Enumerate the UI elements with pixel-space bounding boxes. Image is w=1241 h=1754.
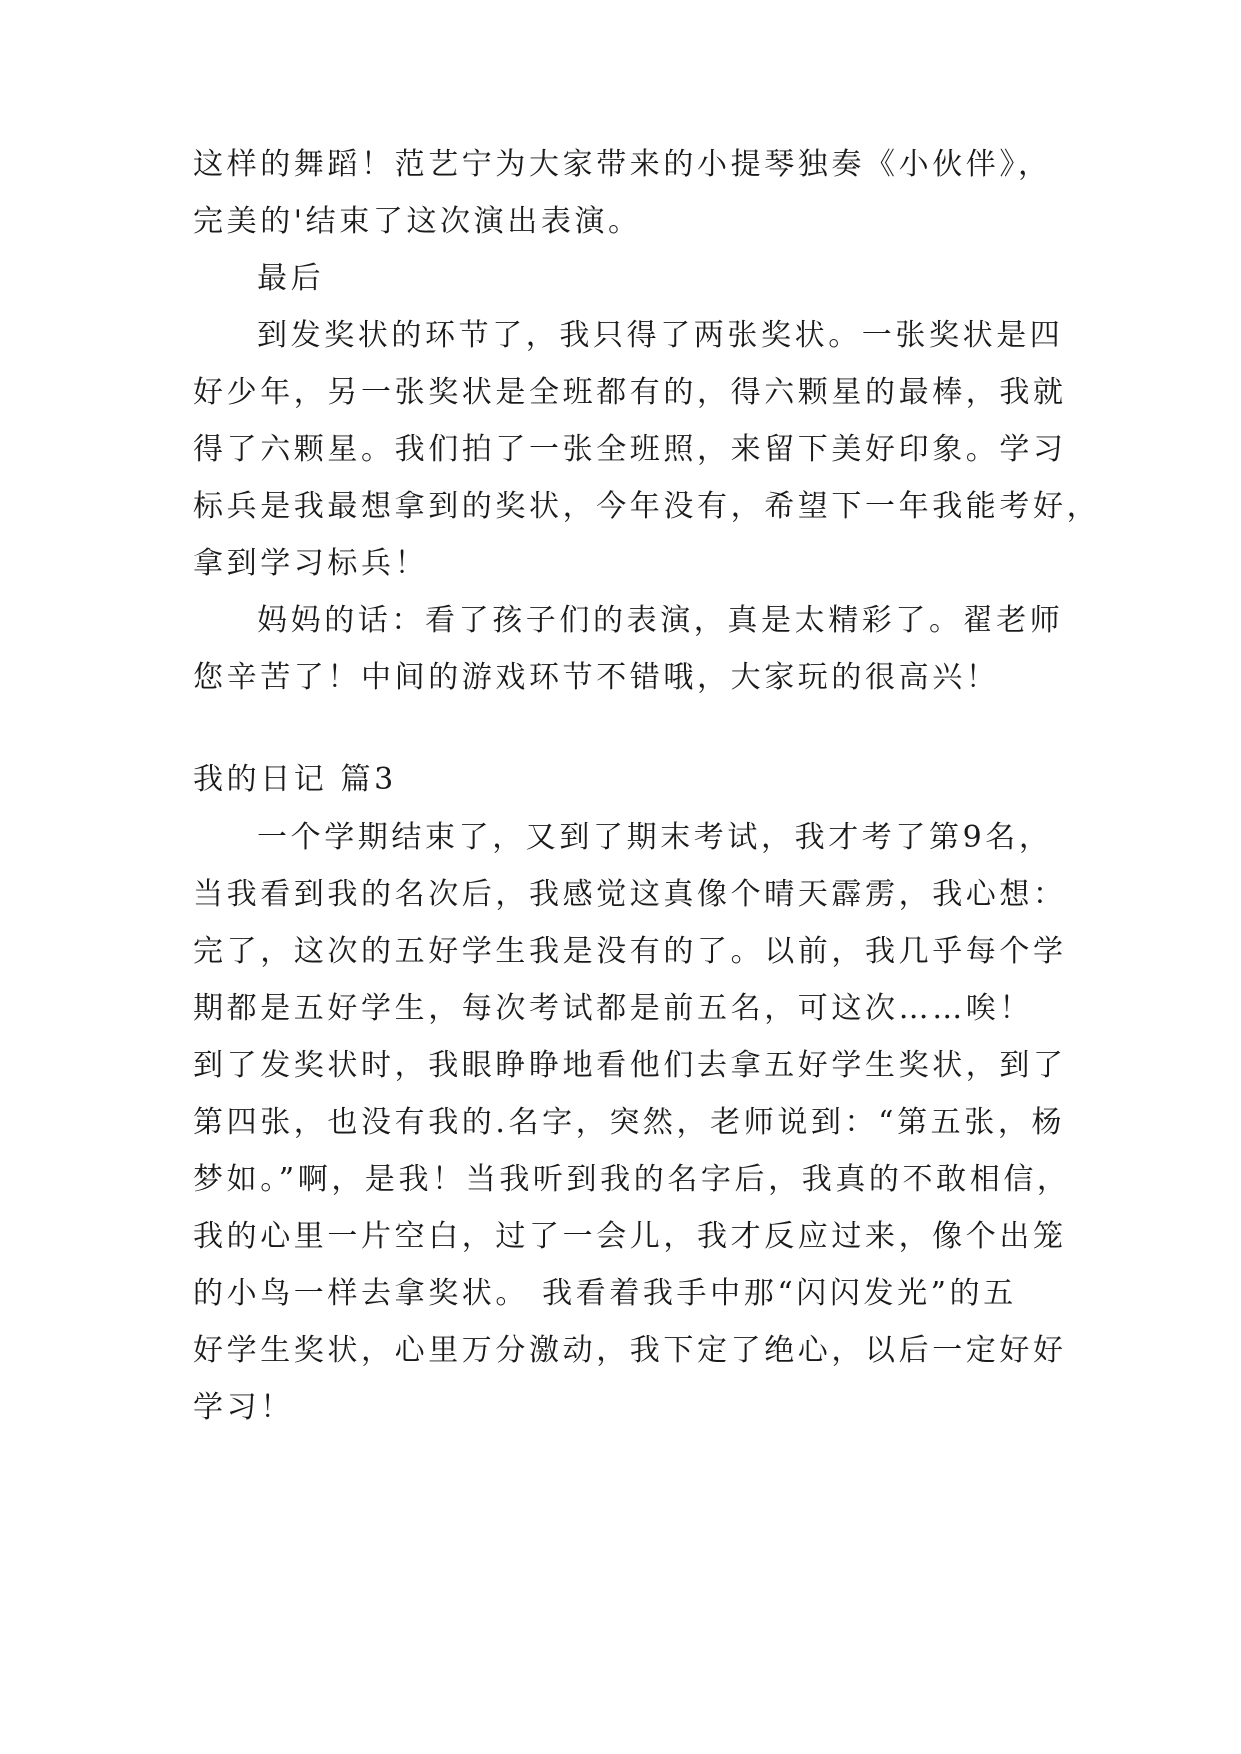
paragraph-heading: 最后 (257, 261, 325, 296)
text-line: 一个学期结束了，又到了期末考试，我才考了第9名， (257, 820, 1053, 855)
text-line: 妈妈的话：看了孩子们的表演，真是太精彩了。翟老师 (257, 603, 1064, 638)
text-line: 这样的舞蹈！范艺宁为大家带来的小提琴独奏《小伙伴》， (193, 147, 1052, 182)
text-line: 拿到学习标兵！ (193, 546, 429, 581)
text-line: 到发奖状的环节了，我只得了两张奖状。一张奖状是四 (257, 318, 1064, 353)
text-line: 学习！ (193, 1390, 294, 1425)
text-line: 当我看到我的名次后，我感觉这真像个晴天霹雳，我心想： (193, 877, 1067, 912)
text-line: 第四张，也没有我的.名字，突然，老师说到：“第五张，杨 (193, 1105, 1066, 1140)
text-line: 完美的'结束了这次演出表演。 (193, 204, 642, 239)
text-line: 梦如。”啊，是我！当我听到我的名字后，我真的不敢相信， (193, 1162, 1071, 1197)
text-line: 您辛苦了！中间的游戏环节不错哦，大家玩的很高兴！ (193, 660, 1000, 695)
text-line: 得了六颗星。我们拍了一张全班照，来留下美好印象。学习 (193, 432, 1067, 467)
text-line: 的小鸟一样去拿奖状。 我看着我手中那“闪闪发光”的五 (193, 1276, 1017, 1311)
text-line: 标兵是我最想拿到的奖状，今年没有，希望下一年我能考好， (193, 489, 1101, 524)
text-line: 期都是五好学生，每次考试都是前五名，可这次……唉！ (193, 991, 1033, 1026)
text-line: 完了，这次的五好学生我是没有的了。以前，我几乎每个学 (193, 934, 1067, 969)
text-line: 到了发奖状时，我眼睁睁地看他们去拿五好学生奖状，到了 (193, 1048, 1067, 1083)
text-line: 好少年，另一张奖状是全班都有的，得六颗星的最棒，我就 (193, 375, 1067, 410)
text-line: 好学生奖状，心里万分激动，我下定了绝心，以后一定好好 (193, 1333, 1067, 1368)
section-title: 我的日记 篇3 (193, 762, 397, 797)
text-line: 我的心里一片空白，过了一会儿，我才反应过来，像个出笼 (193, 1219, 1067, 1254)
